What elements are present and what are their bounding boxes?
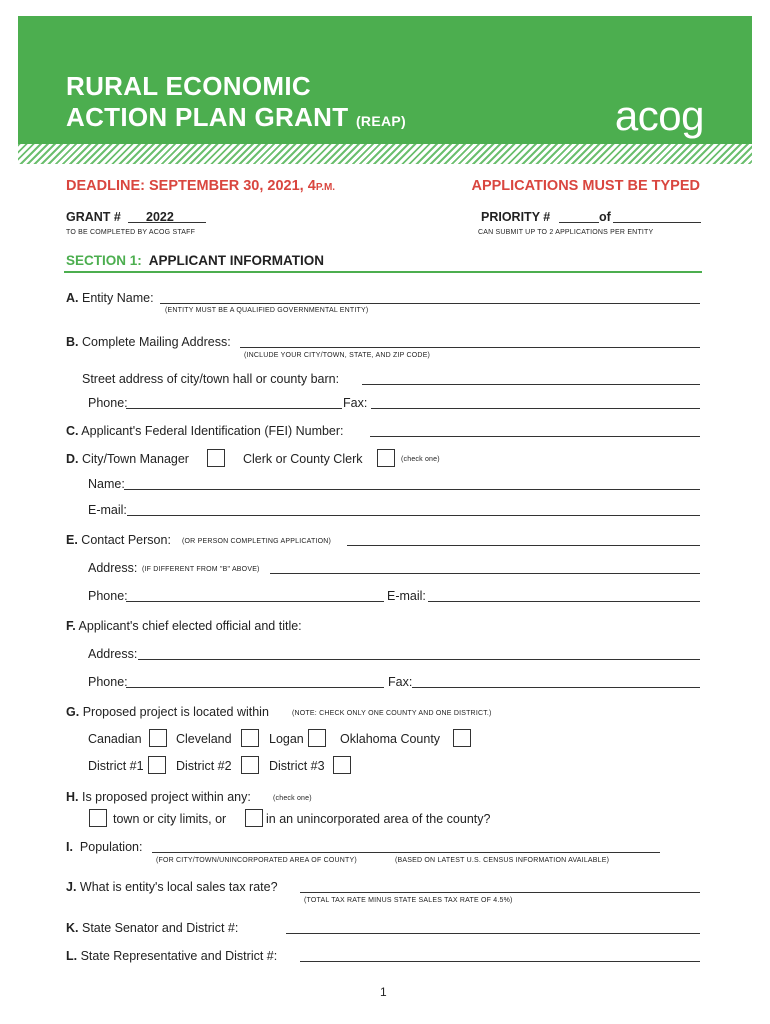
form-title <box>66 71 406 137</box>
d-email-label: E-mail: <box>88 503 127 517</box>
town-city-limits-label: town or city limits, or <box>113 812 227 826</box>
contact-person-field[interactable] <box>347 545 700 546</box>
district-3-checkbox[interactable] <box>333 756 351 774</box>
city-town-manager-checkbox[interactable] <box>207 449 225 467</box>
e-address-field[interactable] <box>270 573 700 574</box>
mailing-address-field[interactable] <box>240 347 700 348</box>
contact-person-note: (OR PERSON COMPLETING APPLICATION) <box>182 538 332 545</box>
must-be-typed-notice: APPLICATIONS MUST BE TYPED <box>471 178 700 194</box>
priority-of-label: of <box>599 210 611 224</box>
field-d-label: D. City/Town Manager <box>66 452 189 466</box>
county-oklahoma-label: Oklahoma County <box>340 732 441 746</box>
e-phone-label: Phone: <box>88 589 128 603</box>
d-check-one-note: (check one) <box>401 456 440 463</box>
district-2-label: District #2 <box>176 759 232 773</box>
e-email-label: E-mail: <box>387 589 426 603</box>
acog-logo: acog <box>614 92 704 139</box>
header-hatch-stripe <box>18 144 752 164</box>
title-suffix: (REAP) <box>355 113 406 129</box>
f-address-label: Address: <box>88 647 138 661</box>
district-2-checkbox[interactable] <box>241 756 259 774</box>
page-number: 1 <box>380 985 387 999</box>
field-i-label: I. Population: <box>66 840 143 854</box>
f-address-field[interactable] <box>138 659 700 660</box>
d-name-label: Name: <box>88 477 125 491</box>
district-3-label: District #3 <box>269 759 325 773</box>
state-representative-field[interactable] <box>300 961 700 962</box>
deadline-text: DEADLINE: SEPTEMBER 30, 2021, 4P.M. <box>66 178 336 194</box>
e-address-note: (IF DIFFERENT FROM "B" ABOVE) <box>142 566 260 573</box>
section-heading: SECTION 1: APPLICANT INFORMATION <box>66 253 325 268</box>
mailing-address-note: (INCLUDE YOUR CITY/TOWN, STATE, AND ZIP CODE) <box>244 352 431 359</box>
population-note-1: (FOR CITY/TOWN/UNINCORPORATED AREA OF COUNTY) <box>156 857 357 864</box>
f-fax-field[interactable] <box>412 687 700 688</box>
title-line-2: ACTION PLAN GRANT <box>66 102 349 132</box>
county-cleveland-checkbox[interactable] <box>241 729 259 747</box>
field-l-label: L. State Representative and District #: <box>66 949 278 963</box>
fei-number-field[interactable] <box>370 436 700 437</box>
field-k-label: K. State Senator and District #: <box>66 921 239 935</box>
sales-tax-rate-field[interactable] <box>300 892 700 893</box>
state-senator-field[interactable] <box>286 933 700 934</box>
priority-of-field[interactable] <box>613 222 701 223</box>
e-email-field[interactable] <box>428 601 700 602</box>
district-1-checkbox[interactable] <box>148 756 166 774</box>
d-email-field[interactable] <box>127 515 700 516</box>
e-address-label: Address: <box>88 561 138 575</box>
b-phone-field[interactable] <box>126 408 342 409</box>
street-address-label: Street address of city/town hall or county barn: <box>82 372 340 386</box>
f-fax-label: Fax: <box>388 675 413 689</box>
title-line-1: RURAL ECONOMIC <box>66 71 311 101</box>
priority-note: CAN SUBMIT UP TO 2 APPLICATIONS PER ENTITY <box>478 229 654 236</box>
county-oklahoma-checkbox[interactable] <box>453 729 471 747</box>
priority-number-field[interactable] <box>559 222 599 223</box>
county-logan-checkbox[interactable] <box>308 729 326 747</box>
population-field[interactable] <box>152 852 660 853</box>
county-cleveland-label: Cleveland <box>176 732 232 746</box>
county-canadian-checkbox[interactable] <box>149 729 167 747</box>
d-name-field[interactable] <box>124 489 700 490</box>
grant-label: GRANT # <box>66 210 121 224</box>
g-note: (NOTE: CHECK ONLY ONE COUNTY AND ONE DISTRICT.) <box>292 710 492 717</box>
f-phone-label: Phone: <box>88 675 128 689</box>
e-phone-field[interactable] <box>126 601 384 602</box>
sales-tax-note: (TOTAL TAX RATE MINUS STATE SALES TAX RATE OF 4.5%) <box>304 897 513 904</box>
town-city-limits-checkbox[interactable] <box>89 809 107 827</box>
street-address-field[interactable] <box>362 384 700 385</box>
field-c-label: C. Applicant's Federal Identification (FEI) Number: <box>66 424 344 438</box>
b-fax-field[interactable] <box>371 408 700 409</box>
field-b-label: B. Complete Mailing Address: <box>66 335 231 349</box>
grant-value: 2022 <box>146 210 174 224</box>
entity-name-field[interactable] <box>160 303 700 304</box>
unincorporated-area-checkbox[interactable] <box>245 809 263 827</box>
county-logan-label: Logan <box>269 732 304 746</box>
b-fax-label: Fax: <box>343 396 368 410</box>
clerk-option-label: Clerk or County Clerk <box>243 452 363 466</box>
grant-note: TO BE COMPLETED BY ACOG STAFF <box>66 229 196 236</box>
clerk-checkbox[interactable] <box>377 449 395 467</box>
population-note-2: (BASED ON LATEST U.S. CENSUS INFORMATION AVAILABLE) <box>395 857 610 864</box>
unincorporated-area-label: in an unincorporated area of the county? <box>266 812 491 826</box>
field-e-label: E. Contact Person: <box>66 533 171 547</box>
field-j-label: J. What is entity's local sales tax rate? <box>66 880 278 894</box>
field-a-label: A. Entity Name: <box>66 291 154 305</box>
field-g-label: G. Proposed project is located within <box>66 705 269 719</box>
field-f-label: F. Applicant's chief elected official and title: <box>66 619 302 633</box>
section-rule <box>64 271 702 273</box>
priority-label: PRIORITY # <box>481 210 551 224</box>
district-1-label: District #1 <box>88 759 144 773</box>
field-h-label: H. Is proposed project within any: <box>66 790 251 804</box>
county-canadian-label: Canadian <box>88 732 142 746</box>
h-check-one-note: (check one) <box>273 795 312 802</box>
b-phone-label: Phone: <box>88 396 128 410</box>
entity-name-note: (ENTITY MUST BE A QUALIFIED GOVERNMENTAL ENTITY) <box>165 307 369 314</box>
f-phone-field[interactable] <box>126 687 384 688</box>
